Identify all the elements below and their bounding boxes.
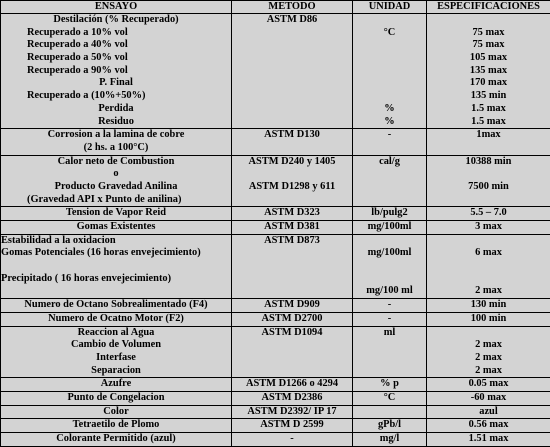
ensayo-line: Colorante Permitido (azul) <box>1 433 231 446</box>
especificaciones-cell <box>427 221 550 235</box>
unidad-line <box>353 168 426 181</box>
metodo-line: ASTM D909 <box>232 299 352 312</box>
header-ensayo: ENSAYO <box>1 1 232 14</box>
unidad-line <box>353 406 426 419</box>
especificaciones-line: 135 min <box>427 90 550 103</box>
unidad-line: % <box>353 103 426 116</box>
especificaciones-line: -60 max <box>427 392 550 405</box>
ensayo-line: Recuperado a (10%+50%) <box>1 90 231 103</box>
especificaciones-line <box>427 235 550 248</box>
metodo-line: ASTM D240 y 1405 <box>232 156 352 169</box>
metodo-line <box>232 77 352 90</box>
ensayo-line: Producto Gravedad Anilina <box>1 181 231 194</box>
especificaciones-line: 105 max <box>427 52 550 65</box>
metodo-cell <box>232 299 353 313</box>
metodo-line: ASTM D2700 <box>232 313 352 326</box>
unidad-cell <box>353 326 427 378</box>
unidad-line: mg/l <box>353 433 426 446</box>
ensayo-line: Gomas Existentes <box>1 221 231 234</box>
ensayo-line: Interfase <box>1 352 231 365</box>
metodo-line: ASTM D86 <box>232 14 352 27</box>
unidad-line <box>353 365 426 378</box>
table-body <box>1 14 550 447</box>
unidad-line: cal/g <box>353 156 426 169</box>
ensayo-line: Gomas Potenciales (16 horas envejecimiento) <box>1 247 231 260</box>
ensayo-line: Cambio de Volumen <box>1 339 231 352</box>
ensayo-line: Tetraetilo de Plomo <box>1 419 231 432</box>
metodo-line: ASTM D873 <box>232 235 352 248</box>
ensayo-line: Recuperado a 90% vol <box>1 65 231 78</box>
ensayo-line: Reaccion al Agua <box>1 327 231 340</box>
table-header <box>1 1 550 14</box>
unidad-cell <box>353 234 427 298</box>
ensayo-cell <box>1 419 232 433</box>
especificaciones-cell <box>427 391 550 405</box>
especificaciones-line <box>427 260 550 273</box>
metodo-line <box>232 365 352 378</box>
unidad-cell <box>353 14 427 129</box>
metodo-line <box>232 142 352 155</box>
unidad-cell <box>353 391 427 405</box>
ensayo-line <box>1 260 231 273</box>
table-row <box>1 433 550 447</box>
metodo-line <box>232 260 352 273</box>
ensayo-cell <box>1 221 232 235</box>
unidad-line: - <box>353 313 426 326</box>
unidad-line <box>353 142 426 155</box>
metodo-line <box>232 39 352 52</box>
table-row <box>1 155 550 207</box>
ensayo-line: o <box>1 168 231 181</box>
unidad-cell <box>353 221 427 235</box>
ensayo-cell <box>1 207 232 221</box>
metodo-line: ASTM D130 <box>232 129 352 142</box>
especificaciones-cell <box>427 14 550 129</box>
header-especificaciones: ESPECIFICACIONES <box>427 1 550 14</box>
metodo-line: ASTM D1094 <box>232 327 352 340</box>
especificaciones-line <box>427 273 550 286</box>
especificaciones-line: 130 min <box>427 299 550 312</box>
especificaciones-line: 2 max <box>427 352 550 365</box>
table-row <box>1 312 550 326</box>
ensayo-line: Estabilidad a la oxidacion <box>1 235 231 248</box>
metodo-line: ASTM D2392/ IP 17 <box>232 406 352 419</box>
metodo-cell <box>232 155 353 207</box>
ensayo-line: Tension de Vapor Reid <box>1 207 231 220</box>
metodo-line <box>232 273 352 286</box>
especificaciones-line: 100 min <box>427 313 550 326</box>
especificaciones-line <box>427 327 550 340</box>
especificaciones-line <box>427 14 550 27</box>
metodo-cell <box>232 405 353 419</box>
unidad-line <box>353 260 426 273</box>
unidad-line: mg/100ml <box>353 247 426 260</box>
unidad-cell <box>353 433 427 447</box>
especificaciones-line: 1.51 max <box>427 433 550 446</box>
unidad-line <box>353 90 426 103</box>
ensayo-cell <box>1 129 232 155</box>
ensayo-line: Separacion <box>1 365 231 378</box>
header-metodo: METODO <box>232 1 353 14</box>
ensayo-line: (2 hs. a 100°C) <box>1 142 231 155</box>
ensayo-cell <box>1 312 232 326</box>
unidad-line <box>353 52 426 65</box>
especificaciones-cell <box>427 299 550 313</box>
especificaciones-line: 2 max <box>427 339 550 352</box>
especificaciones-cell <box>427 378 550 392</box>
ensayo-line: Recuperado a 10% vol <box>1 27 231 40</box>
especificaciones-cell <box>427 312 550 326</box>
ensayo-cell <box>1 405 232 419</box>
metodo-line <box>232 194 352 207</box>
ensayo-cell <box>1 391 232 405</box>
metodo-cell <box>232 419 353 433</box>
metodo-line: ASTM D 2599 <box>232 419 352 432</box>
ensayo-cell <box>1 378 232 392</box>
metodo-cell <box>232 14 353 129</box>
metodo-line: ASTM D381 <box>232 221 352 234</box>
ensayo-line: Numero de Octano Sobrealimentado (F4) <box>1 299 231 312</box>
especificaciones-line: azul <box>427 406 550 419</box>
unidad-line <box>353 194 426 207</box>
unidad-cell <box>353 207 427 221</box>
especificaciones-line: 1.5 max <box>427 116 550 129</box>
ensayo-line: Destilación (% Recuperado) <box>1 14 231 27</box>
ensayo-line <box>1 285 231 298</box>
ensayo-line: Residuo <box>1 116 231 129</box>
unidad-line <box>353 181 426 194</box>
ensayo-line: Recuperado a 50% vol <box>1 52 231 65</box>
especificaciones-cell <box>427 419 550 433</box>
unidad-cell <box>353 129 427 155</box>
metodo-cell <box>232 234 353 298</box>
metodo-cell <box>232 433 353 447</box>
unidad-cell <box>353 299 427 313</box>
table-row <box>1 207 550 221</box>
header-unidad: UNIDAD <box>353 1 427 14</box>
especificaciones-line: 1.5 max <box>427 103 550 116</box>
metodo-cell <box>232 326 353 378</box>
table-row <box>1 221 550 235</box>
metodo-line <box>232 65 352 78</box>
especificaciones-line: 75 max <box>427 39 550 52</box>
ensayo-cell <box>1 433 232 447</box>
especificaciones-line: 170 max <box>427 77 550 90</box>
especificaciones-line: 135 max <box>427 65 550 78</box>
especificaciones-cell <box>427 326 550 378</box>
ensayo-line: P. Final <box>1 77 231 90</box>
especificaciones-line: 0.05 max <box>427 378 550 391</box>
table-row <box>1 405 550 419</box>
metodo-cell <box>232 312 353 326</box>
unidad-line: mg/100 ml <box>353 285 426 298</box>
especificaciones-line: 3 max <box>427 221 550 234</box>
metodo-line <box>232 52 352 65</box>
header-row <box>1 1 550 14</box>
unidad-cell <box>353 155 427 207</box>
metodo-line: ASTM D2386 <box>232 392 352 405</box>
especificaciones-line: 2 max <box>427 285 550 298</box>
especificaciones-line: 10388 min <box>427 156 550 169</box>
especificaciones-line: 7500 min <box>427 181 550 194</box>
unidad-cell <box>353 405 427 419</box>
metodo-cell <box>232 221 353 235</box>
table-row <box>1 234 550 298</box>
unidad-line <box>353 235 426 248</box>
metodo-line <box>232 90 352 103</box>
ensayo-line: Punto de Congelacion <box>1 392 231 405</box>
unidad-line: mg/100ml <box>353 221 426 234</box>
table-row <box>1 419 550 433</box>
metodo-cell <box>232 378 353 392</box>
ensayo-cell <box>1 155 232 207</box>
metodo-line <box>232 116 352 129</box>
metodo-line: ASTM D323 <box>232 207 352 220</box>
metodo-line <box>232 168 352 181</box>
ensayo-cell <box>1 326 232 378</box>
unidad-line: ml <box>353 327 426 340</box>
especificaciones-cell <box>427 405 550 419</box>
ensayo-line: Calor neto de Combustion <box>1 156 231 169</box>
especificaciones-line: 1max <box>427 129 550 142</box>
metodo-line <box>232 285 352 298</box>
metodo-cell <box>232 207 353 221</box>
unidad-line: lb/pulg2 <box>353 207 426 220</box>
ensayo-line: Numero de Ocatno Motor (F2) <box>1 313 231 326</box>
ensayo-line: Corrosion a la lamina de cobre <box>1 129 231 142</box>
table-row <box>1 14 550 129</box>
unidad-line: °C <box>353 27 426 40</box>
metodo-line: - <box>232 433 352 446</box>
especificaciones-cell <box>427 129 550 155</box>
especificaciones-cell <box>427 234 550 298</box>
metodo-line <box>232 103 352 116</box>
unidad-line: - <box>353 299 426 312</box>
metodo-line <box>232 339 352 352</box>
table-row <box>1 378 550 392</box>
table-row <box>1 326 550 378</box>
metodo-line: ASTM D1298 y 611 <box>232 181 352 194</box>
table-row <box>1 129 550 155</box>
unidad-line <box>353 339 426 352</box>
especificaciones-line <box>427 168 550 181</box>
metodo-line <box>232 27 352 40</box>
unidad-cell <box>353 419 427 433</box>
especificaciones-cell <box>427 207 550 221</box>
table-row <box>1 391 550 405</box>
unidad-cell <box>353 378 427 392</box>
unidad-line: gPb/l <box>353 419 426 432</box>
ensayo-line: Color <box>1 406 231 419</box>
unidad-cell <box>353 312 427 326</box>
ensayo-cell <box>1 234 232 298</box>
unidad-line: °C <box>353 392 426 405</box>
metodo-line <box>232 352 352 365</box>
especificaciones-line: 6 max <box>427 247 550 260</box>
especificaciones-line: 2 max <box>427 365 550 378</box>
unidad-line <box>353 14 426 27</box>
unidad-line <box>353 39 426 52</box>
especificaciones-line: 0.56 max <box>427 419 550 432</box>
especificaciones-cell <box>427 433 550 447</box>
ensayo-cell <box>1 14 232 129</box>
ensayo-cell <box>1 299 232 313</box>
especificaciones-line: 75 max <box>427 27 550 40</box>
ensayo-line: Recuperado a 40% vol <box>1 39 231 52</box>
especificaciones-cell <box>427 155 550 207</box>
metodo-line: ASTM D1266 o 4294 <box>232 378 352 391</box>
especificaciones-line <box>427 142 550 155</box>
unidad-line <box>353 77 426 90</box>
unidad-line: % p <box>353 378 426 391</box>
metodo-cell <box>232 129 353 155</box>
metodo-line <box>232 247 352 260</box>
ensayo-line: (Gravedad API x Punto de anilina) <box>1 194 231 207</box>
ensayo-line: Azufre <box>1 378 231 391</box>
especificaciones-line <box>427 194 550 207</box>
unidad-line: - <box>353 129 426 142</box>
metodo-cell <box>232 391 353 405</box>
ensayo-line: Perdida <box>1 103 231 116</box>
unidad-line <box>353 352 426 365</box>
ensayo-line: Precipitado ( 16 horas envejecimiento) <box>1 273 231 286</box>
unidad-line: % <box>353 116 426 129</box>
unidad-line <box>353 65 426 78</box>
unidad-line <box>353 273 426 286</box>
especificaciones-line: 5.5 – 7.0 <box>427 207 550 220</box>
table-row <box>1 299 550 313</box>
